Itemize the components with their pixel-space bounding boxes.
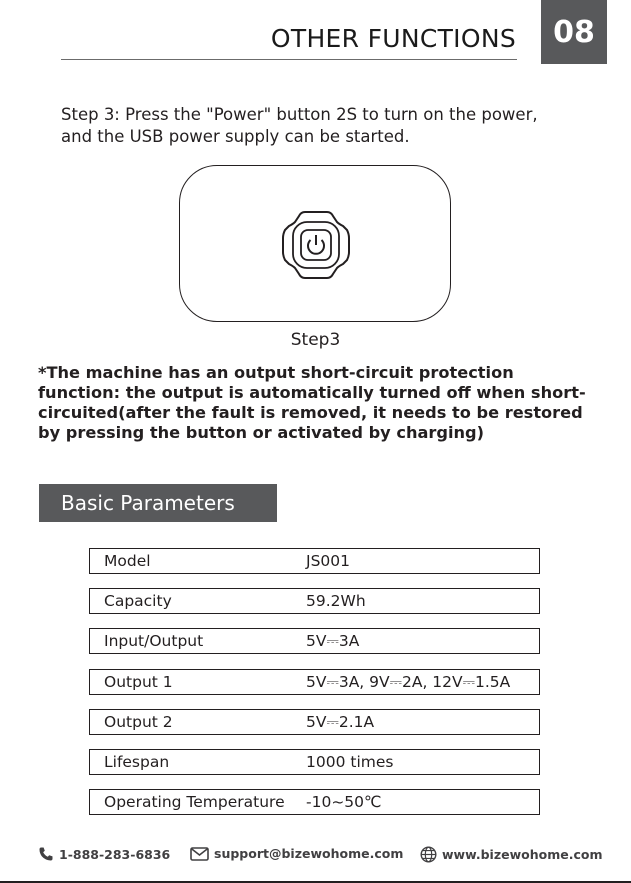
header-divider (61, 59, 517, 60)
param-value: -10~50℃ (306, 793, 382, 811)
email-link[interactable]: support@bizewohome.com (214, 846, 404, 861)
page-number-badge: 08 (541, 0, 607, 64)
param-value: 5V⎓3A, 9V⎓2A, 12V⎓1.5A (306, 673, 511, 691)
param-value: 59.2Wh (306, 592, 366, 610)
param-label: Operating Temperature (104, 793, 285, 811)
param-row-output-2 (89, 709, 540, 735)
globe-icon (420, 846, 437, 863)
param-label: Capacity (104, 592, 172, 610)
footer-phone (38, 846, 170, 862)
param-label: Input/Output (104, 632, 204, 650)
param-label: Output 2 (104, 713, 173, 731)
param-row-lifespan (89, 749, 540, 775)
param-row-input-output (89, 628, 540, 654)
short-circuit-warning: *The machine has an output short-circuit protection function: the output is automatically turned off when short-circuited(after the fault is removed, it needs to be restored by pressing the button or activated by charging) (38, 363, 586, 442)
param-label: Model (104, 552, 151, 570)
param-row-model (89, 548, 540, 574)
phone-icon (38, 846, 54, 862)
power-icon (279, 208, 353, 282)
section-title: Basic Parameters (39, 484, 277, 522)
website-link[interactable]: www.bizewohome.com (442, 847, 603, 862)
param-value: 5V⎓2.1A (306, 713, 375, 731)
param-row-operating-temperature (89, 789, 540, 815)
envelope-icon (190, 847, 209, 861)
param-label: Output 1 (104, 673, 173, 691)
param-row-output-1 (89, 669, 540, 695)
page-title: OTHER FUNCTIONS (270, 24, 516, 53)
param-value: 5V⎓3A (306, 632, 360, 650)
footer-website[interactable] (420, 846, 602, 863)
param-label: Lifespan (104, 753, 170, 771)
param-value: 1000 times (306, 753, 394, 771)
step-instruction: Step 3: Press the "Power" button 2S to turn on the power, and the USB power supply can be started. (61, 105, 538, 146)
param-row-capacity (89, 588, 540, 614)
param-value: JS001 (306, 552, 350, 570)
step-caption: Step3 (290, 330, 341, 350)
footer-email[interactable] (190, 846, 403, 861)
phone-number: 1-888-283-6836 (59, 846, 171, 862)
